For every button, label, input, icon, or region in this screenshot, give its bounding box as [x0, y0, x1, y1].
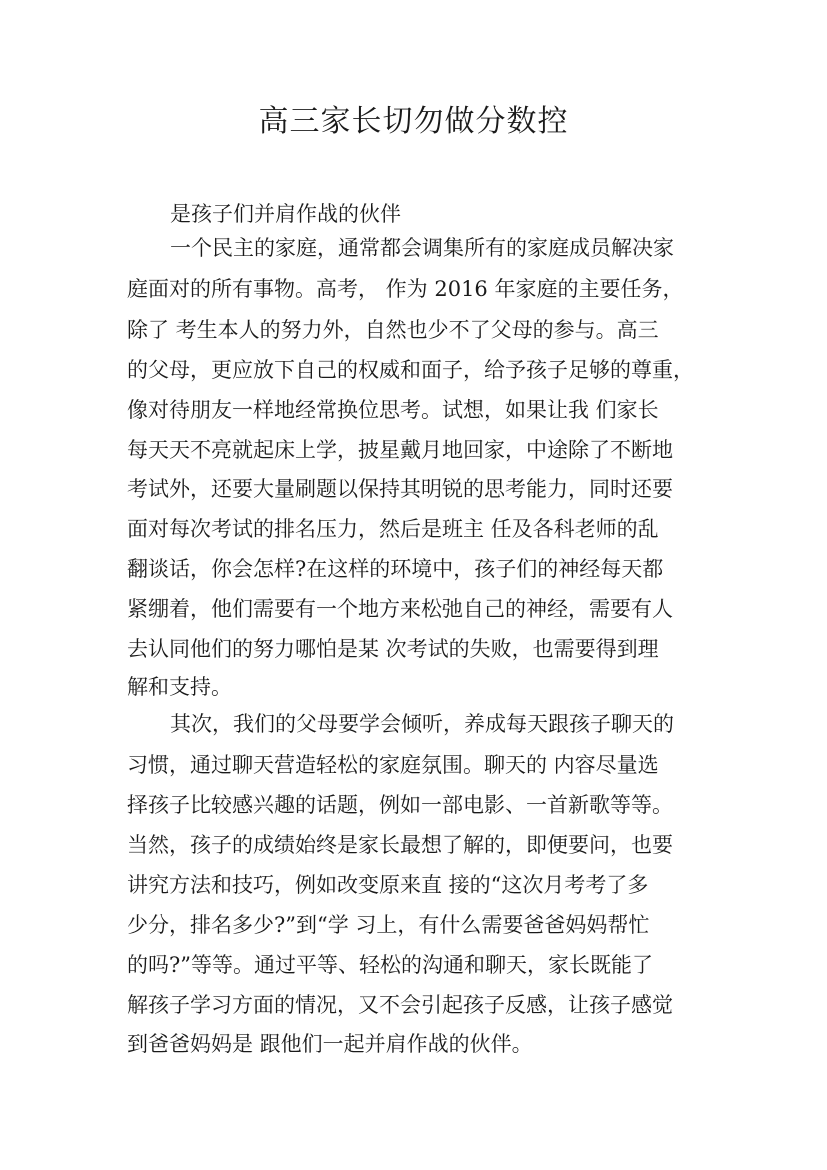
text-line: 当然，孩子的成绩始终是家长最想了解的，即便要问，也要	[127, 833, 673, 857]
text-line: 面对每次考试的排名压力，然后是班主 任及各科老师的乱	[127, 517, 659, 541]
text-line: 解和支持。	[127, 675, 232, 699]
text-line: 讲究方法和技巧，例如改变原来直 接的“这次月考考了多	[127, 873, 649, 897]
text-line: 一个民主的家庭，通常都会调集所有的家庭成员解决家	[170, 236, 674, 260]
document-title: 高三家长切勿做分数控	[258, 104, 569, 139]
text-line: 其次，我们的父母要学会倾听，养成每天跟孩子聊天的	[170, 712, 674, 736]
text-line: 庭面对的所有事物。高考， 作为 2016 年家庭的主要任务，	[127, 277, 684, 301]
text-line: 去认同他们的努力哪怕是某 次考试的失败，也需要得到理	[127, 637, 659, 661]
text-line: 少分，排名多少?”到“学 习上，有什么需要爸爸妈妈帮忙	[127, 913, 650, 937]
text-line: 翻谈话，你会怎样?在这样的环境中，孩子们的神经每天都	[127, 557, 664, 581]
text-line: 到爸爸妈妈是 跟他们一起并肩作战的伙伴。	[127, 1032, 533, 1056]
text-line: 的父母，更应放下自己的权威和面子，给予孩子足够的尊重，	[127, 358, 694, 382]
text-line: 择孩子比较感兴趣的话题，例如一部电影、一首新歌等等。	[127, 793, 673, 817]
text-line: 紧绷着，他们需要有一个地方来松弛自己的神经，需要有人	[127, 597, 673, 621]
text-line: 像对待朋友一样地经常换位思考。试想，如果让我 们家长	[127, 398, 659, 422]
text-line: 解孩子学习方面的情况，又不会引起孩子反感，让孩子感觉	[127, 993, 673, 1017]
text-line: 每天天不亮就起床上学，披星戴月地回家，中途除了不断地	[127, 438, 673, 462]
text-line: 除了 考生本人的努力外，自然也少不了父母的参与。高三	[127, 318, 659, 342]
text-line: 习惯，通过聊天营造轻松的家庭氛围。聊天的 内容尽量选	[127, 753, 659, 777]
text-line: 的吗?”等等。通过平等、轻松的沟通和聊天，家长既能了	[127, 953, 653, 977]
text-line: 是孩子们并肩作战的伙伴	[170, 202, 401, 226]
text-line: 考试外，还要大量刷题以保持其明锐的思考能力，同时还要	[127, 477, 673, 501]
